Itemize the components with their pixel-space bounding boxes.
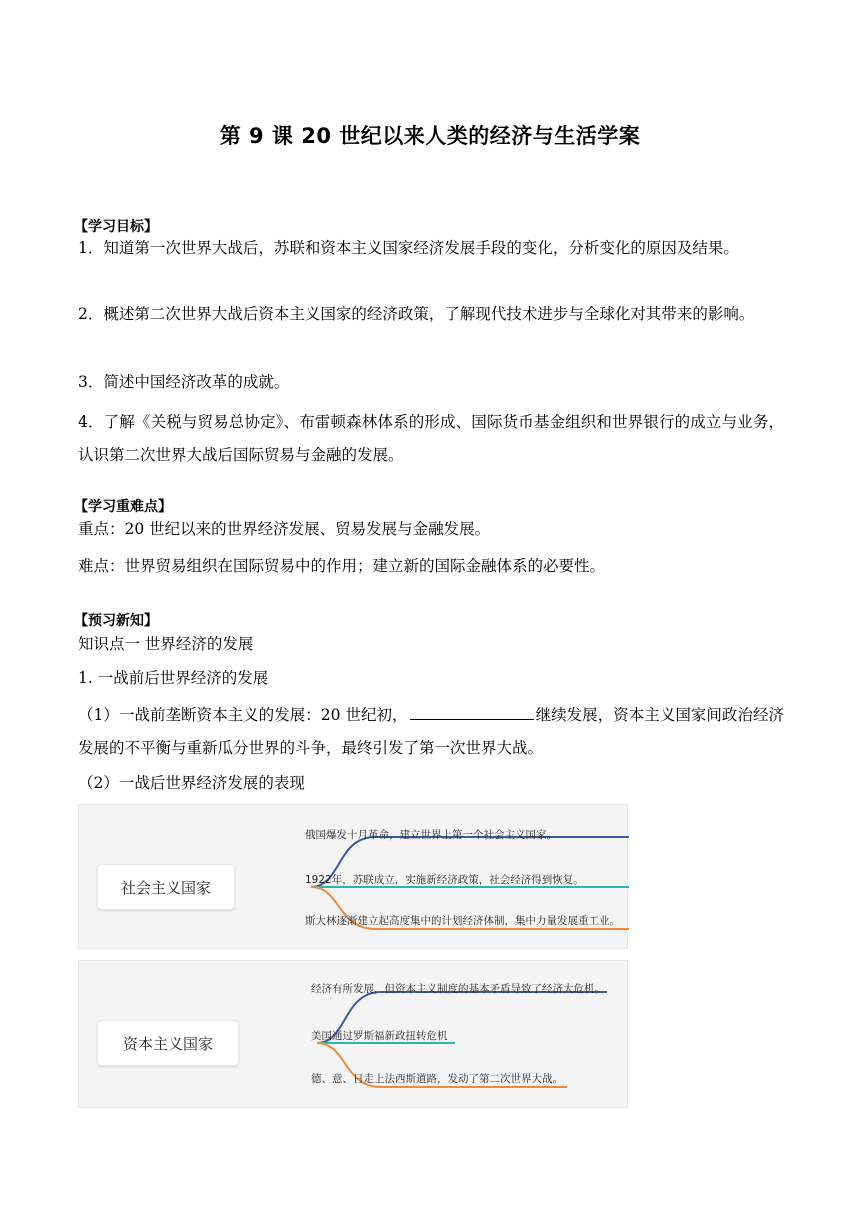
- objectives-heading: 【学习目标】: [74, 219, 158, 235]
- objective-2: 2．概述第二次世界大战后资本主义国家的经济政策，了解现代技术进步与全球化对其带来的影响。: [78, 305, 755, 323]
- key-focus: 重点：20 世纪以来的世界经济发展、贸易发展与金融发展。: [78, 520, 491, 538]
- mindmap-socialist: [78, 804, 628, 949]
- branch-label-top: 经济有所发展，但资本主义制度的基本矛盾导致了经济大危机。: [311, 983, 605, 995]
- mindmap-root-socialist: 社会主义国家: [97, 864, 235, 910]
- subsection-title: 1. 一战前后世界经济的发展: [78, 669, 269, 687]
- objective-4: 4．了解《关税与贸易总协定》、布雷顿森林体系的形成、国际货币基金组织和世界银行的成立与业务，认识第二次世界大战后国际贸易与金融的发展。: [78, 413, 784, 464]
- item1-text-before: （1）一战前垄断资本主义的发展：20 世纪初，: [78, 706, 408, 724]
- branch-label-middle: 1922年，苏联成立，实施新经济政策，社会经济得到恢复。: [305, 874, 584, 886]
- item1-text-after: 继续发展，资本主义国家间政治经济发展的不平衡与重新瓜分世界的斗争，最终引发了第一次世界大战。: [78, 706, 784, 757]
- preview-heading: 【预习新知】: [74, 613, 158, 629]
- branch-label-bottom: 德、意、日走上法西斯道路，发动了第二次世界大战。: [311, 1073, 563, 1085]
- objective-3: 3．简述中国经济改革的成就。: [78, 373, 290, 391]
- preview-item-1: [78, 699, 784, 765]
- knowledge-point-title: 知识点一 世界经济的发展: [78, 635, 254, 653]
- mindmap-root-capitalist: 资本主义国家: [97, 1020, 239, 1066]
- fill-in-blank[interactable]: [410, 702, 534, 720]
- page-title: 第 9 课 20 世纪以来人类的经济与生活学案: [219, 124, 641, 148]
- key-difficulty: 难点：世界贸易组织在国际贸易中的作用；建立新的国际金融体系的必要性。: [78, 557, 606, 575]
- mindmap-capitalist: [78, 960, 628, 1108]
- key-points-heading: 【学习重难点】: [74, 499, 172, 515]
- branch-label-bottom: 斯大林逐渐建立起高度集中的计划经济体制，集中力量发展重工业。: [305, 915, 620, 927]
- objective-1: 1．知道第一次世界大战后，苏联和资本主义国家经济发展手段的变化，分析变化的原因及结果。: [78, 239, 739, 257]
- branch-label-middle: 美国通过罗斯福新政扭转危机: [311, 1030, 448, 1042]
- branch-label-top: 俄国爆发十月革命，建立世界上第一个社会主义国家。: [305, 829, 557, 841]
- preview-item-2: （2）一战后世界经济发展的表现: [78, 774, 305, 792]
